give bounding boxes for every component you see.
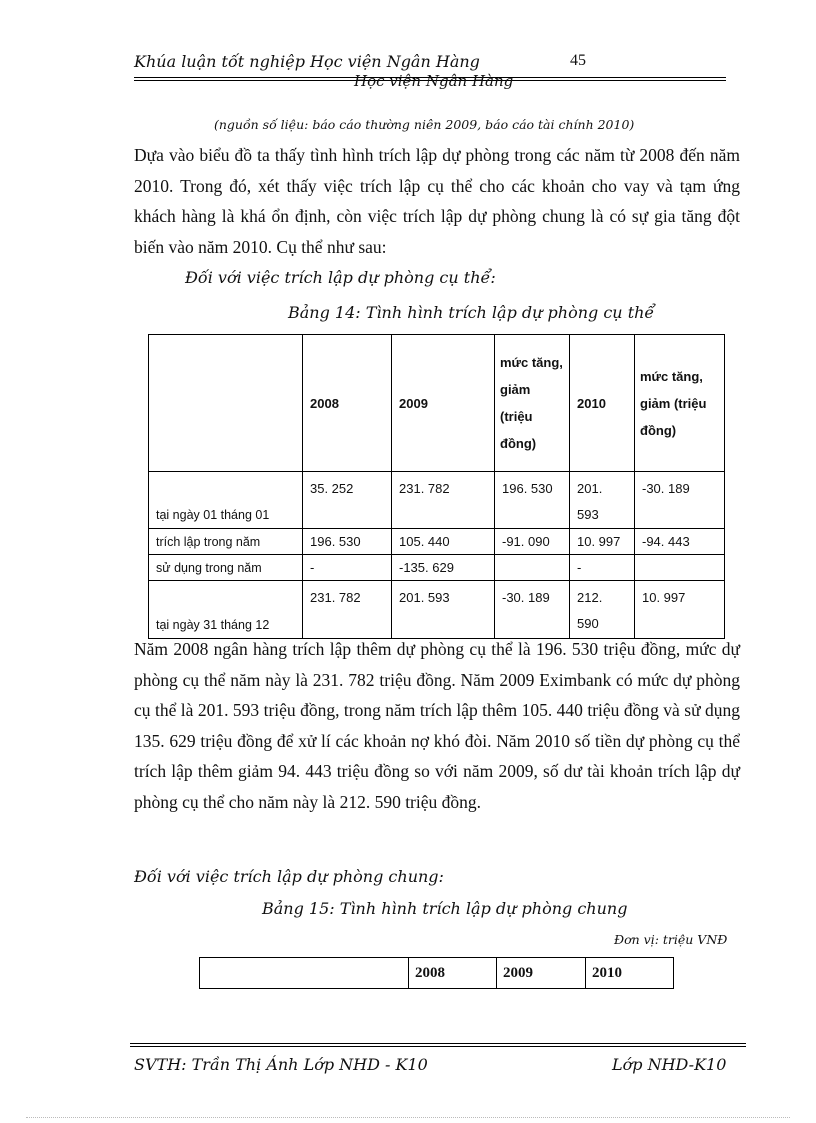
section-heading-general: Đối với việc trích lập dự phòng chung: [134, 867, 444, 886]
table15-header-cell: 2008 [409, 958, 497, 989]
row-label: tại ngày 01 tháng 01 [149, 472, 303, 529]
table-cell: -30. 189 [635, 472, 725, 529]
table-cell: -91. 090 [495, 529, 570, 555]
footer-author: SVTH: Trần Thị Ánh Lớp NHD - K10 [134, 1055, 428, 1074]
paragraph-specific-analysis: Năm 2008 ngân hàng trích lập thêm dự phòng cụ thể là 196. 530 triệu đồng, mức dự phòng cụ thể năm này là 231. 782 triệu đồng. Năm 2009 Eximbank có mức dự phòng cụ thể là 201. 593 triệu đồng, trong năm trích lập thêm 105. 440 triệu đồng và sử dụng 135. 629 triệu đồng để xử lí các khoản nợ khó đòi. Năm 2010 số tiền dự phòng cụ thể trích lập thêm giảm 94. 443 triệu đồng so với năm 2009, số dư tài khoản trích lập dự phòng cụ thể cho năm này là 212. 590 triệu đồng. [134, 639, 740, 812]
table15-header-cell: 2010 [586, 958, 674, 989]
table-cell: 105. 440 [392, 529, 495, 555]
source-note: (nguồn số liệu: báo cáo thường niên 2009, báo cáo tài chính 2010) [214, 117, 635, 132]
table-cell: -94. 443 [635, 529, 725, 555]
table-cell: - [303, 555, 392, 581]
table-row [149, 472, 725, 529]
table-row [149, 555, 725, 581]
row-label: tại ngày 31 tháng 12 [149, 581, 303, 639]
table-cell: 212. 590 [570, 581, 635, 639]
table15-unit: Đơn vị: triệu VNĐ [614, 932, 728, 947]
table14-header-row [149, 335, 725, 472]
table14-header-cell: 2010 [570, 335, 635, 472]
table-cell: 10. 997 [570, 529, 635, 555]
intro-paragraph: Dựa vào biểu đồ ta thấy tình hình trích lập dự phòng trong các năm từ 2008 đến năm 2010. Trong đó, xét thấy việc trích lập cụ thể cho các khoản cho vay và tạm ứng khách hàng là khá ổn định, còn việc trích lập dự phòng chung là có sự gia tăng đột biến vào năm 2010. Cụ thể như sau: [134, 145, 740, 257]
table-row [149, 529, 725, 555]
table14-header-cell [149, 335, 303, 472]
table-cell [635, 555, 725, 581]
table14-header-cell: mức tăng, giảm (triệu đồng) [495, 335, 570, 472]
table-row [149, 581, 725, 639]
table14-header-cell: mức tăng, giảm (triệu đồng) [635, 335, 725, 472]
table15-header-cell [200, 958, 409, 989]
table-cell: 231. 782 [392, 472, 495, 529]
table-cell: 201. 593 [392, 581, 495, 639]
table14 [148, 334, 725, 639]
page-edge-divider [26, 1117, 790, 1118]
page-number: 45 [570, 52, 586, 69]
table-cell: 10. 997 [635, 581, 725, 639]
table-cell: -30. 189 [495, 581, 570, 639]
table-cell: 231. 782 [303, 581, 392, 639]
table14-header-cell: 2008 [303, 335, 392, 472]
table15-caption: Bảng 15: Tình hình trích lập dự phòng chung [262, 899, 628, 918]
table-cell [495, 555, 570, 581]
table14-header-cell: 2009 [392, 335, 495, 472]
table-cell: 35. 252 [303, 472, 392, 529]
header-title: Khúa luận tốt nghiệp Học viện Ngân Hàng [134, 52, 480, 71]
table15 [199, 957, 674, 989]
section-heading-specific: Đối với việc trích lập dự phòng cụ thể: [185, 268, 496, 287]
table-cell: 196. 530 [495, 472, 570, 529]
row-label: trích lập trong năm [149, 529, 303, 555]
table14-caption: Bảng 14: Tình hình trích lập dự phòng cụ thể [288, 303, 655, 322]
table-cell: -135. 629 [392, 555, 495, 581]
row-label: sử dụng trong năm [149, 555, 303, 581]
table-cell: - [570, 555, 635, 581]
table-cell: 196. 530 [303, 529, 392, 555]
table15-header-cell: 2009 [497, 958, 586, 989]
header-subtitle: Học viện Ngân Hàng [354, 72, 514, 90]
table-cell: 201. 593 [570, 472, 635, 529]
table15-header-row [200, 958, 674, 989]
footer-rule [130, 1043, 746, 1047]
footer-class: Lớp NHD-K10 [612, 1055, 727, 1074]
